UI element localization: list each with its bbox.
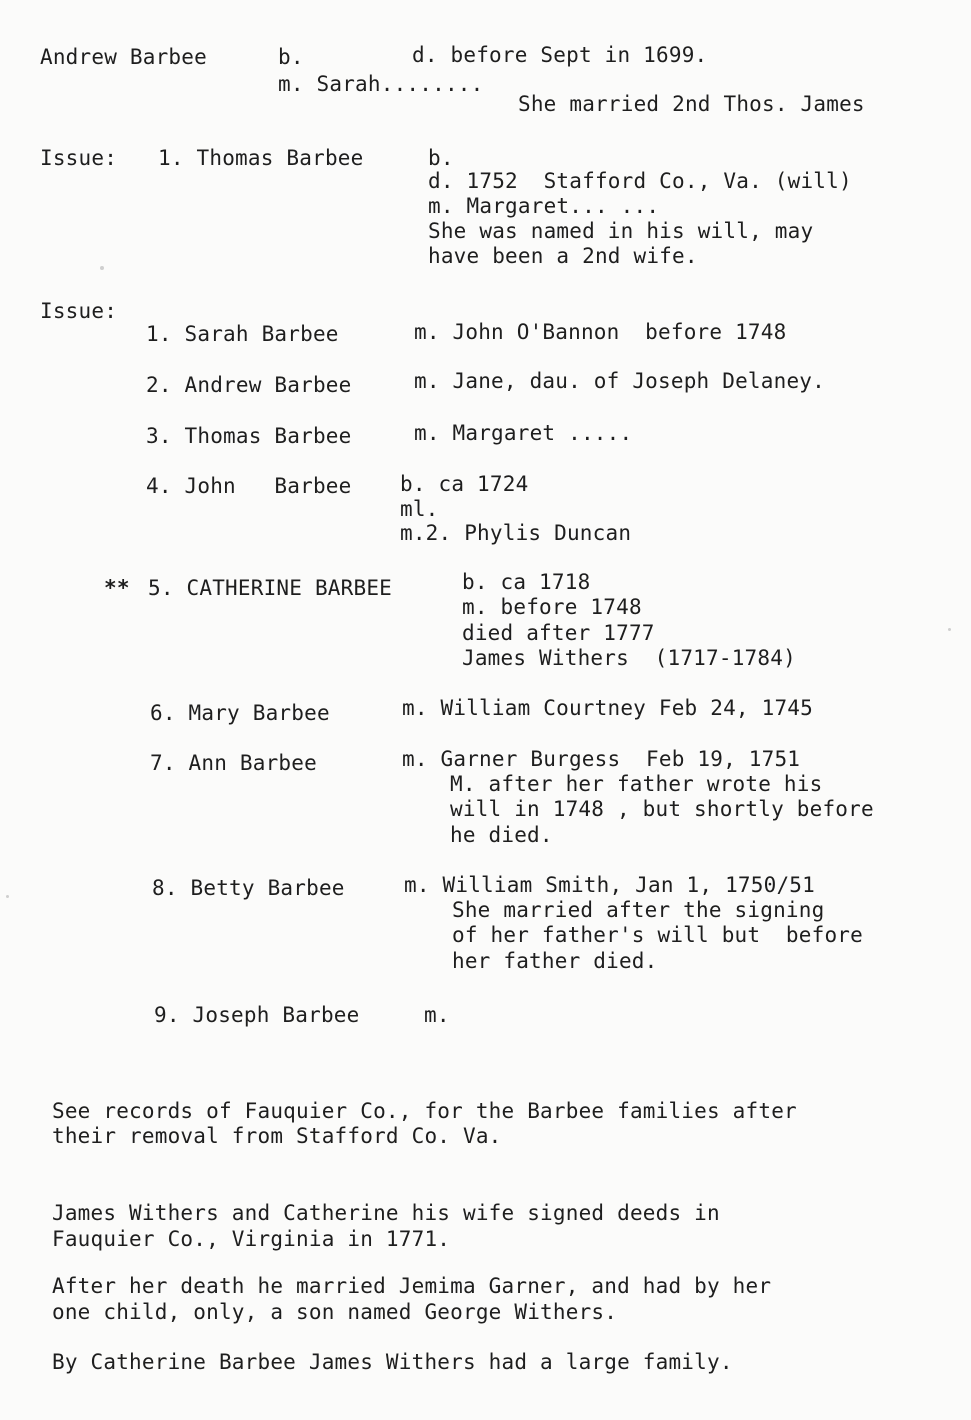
grandchild-detail: m. Jane, dau. of Joseph Delaney. [414,369,825,393]
widow-remarriage-note: She married 2nd Thos. James [518,92,865,116]
grandchild-name: 5. CATHERINE BARBEE [148,576,393,600]
note-line: After her death he married Jemima Garner, and had by her [52,1274,772,1298]
child-detail: She was named in his will, may [428,219,814,243]
paper-speck [100,266,104,270]
grandchild-detail: of her father's will but before [452,923,863,947]
ancestor-marker: ** [104,576,130,600]
note-line: their removal from Stafford Co. Va. [52,1124,502,1148]
grandchild-detail: her father died. [452,949,658,973]
grandchild-detail: m. William Smith, Jan 1, 1750/51 [404,873,815,897]
grandchild-name: 4. John Barbee [146,474,352,498]
grandchild-name: 9. Joseph Barbee [154,1003,360,1027]
grandchild-name: 2. Andrew Barbee [146,373,352,397]
grandchild-detail: James Withers (1717-1784) [462,646,796,670]
grandchild-name: 3. Thomas Barbee [146,424,352,448]
patriarch-name: Andrew Barbee [40,45,207,69]
grandchild-name: 1. Sarah Barbee [146,322,339,346]
child-detail: have been a 2nd wife. [428,244,698,268]
note-line: By Catherine Barbee James Withers had a large family. [52,1350,733,1374]
grandchild-name: 7. Ann Barbee [150,751,317,775]
grandchild-detail: b. ca 1718 [462,570,591,594]
patriarch-born: b. [278,45,304,69]
patriarch-married: m. Sarah........ [278,72,484,96]
child-detail: d. 1752 Stafford Co., Va. (will) [428,169,852,193]
child-detail: m. Margaret... ... [428,194,660,218]
grandchild-detail: She married after the signing [452,898,825,922]
grandchild-detail: will in 1748 , but shortly before [450,797,874,821]
grandchild-detail: m.2. Phylis Duncan [400,521,632,545]
child-detail: b. [428,146,454,170]
grandchild-detail: m. John O'Bannon before 1748 [414,320,787,344]
grandchild-detail: m. [424,1003,450,1027]
grandchild-detail: ml. [400,497,439,521]
issue-label: Issue: [40,299,118,323]
paper-speck [6,895,9,898]
grandchild-detail: he died. [450,823,553,847]
grandchild-detail: m. Garner Burgess Feb 19, 1751 [402,747,801,771]
grandchild-detail: died after 1777 [462,621,655,645]
grandchild-detail: m. before 1748 [462,595,642,619]
note-line: See records of Fauquier Co., for the Barbee families after [52,1099,797,1123]
note-line: Fauquier Co., Virginia in 1771. [52,1227,451,1251]
paper-speck [948,628,951,631]
grandchild-name: 8. Betty Barbee [152,876,345,900]
grandchild-detail: m. William Courtney Feb 24, 1745 [402,696,813,720]
grandchild-name: 6. Mary Barbee [150,701,330,725]
grandchild-detail: m. Margaret ..... [414,421,633,445]
child-name: 1. Thomas Barbee [158,146,364,170]
note-line: James Withers and Catherine his wife signed deeds in [52,1201,720,1225]
note-line: one child, only, a son named George Withers. [52,1300,618,1324]
grandchild-detail: b. ca 1724 [400,472,529,496]
patriarch-died: d. before Sept in 1699. [412,43,708,67]
issue-label: Issue: [40,146,118,170]
grandchild-detail: M. after her father wrote his [450,772,823,796]
